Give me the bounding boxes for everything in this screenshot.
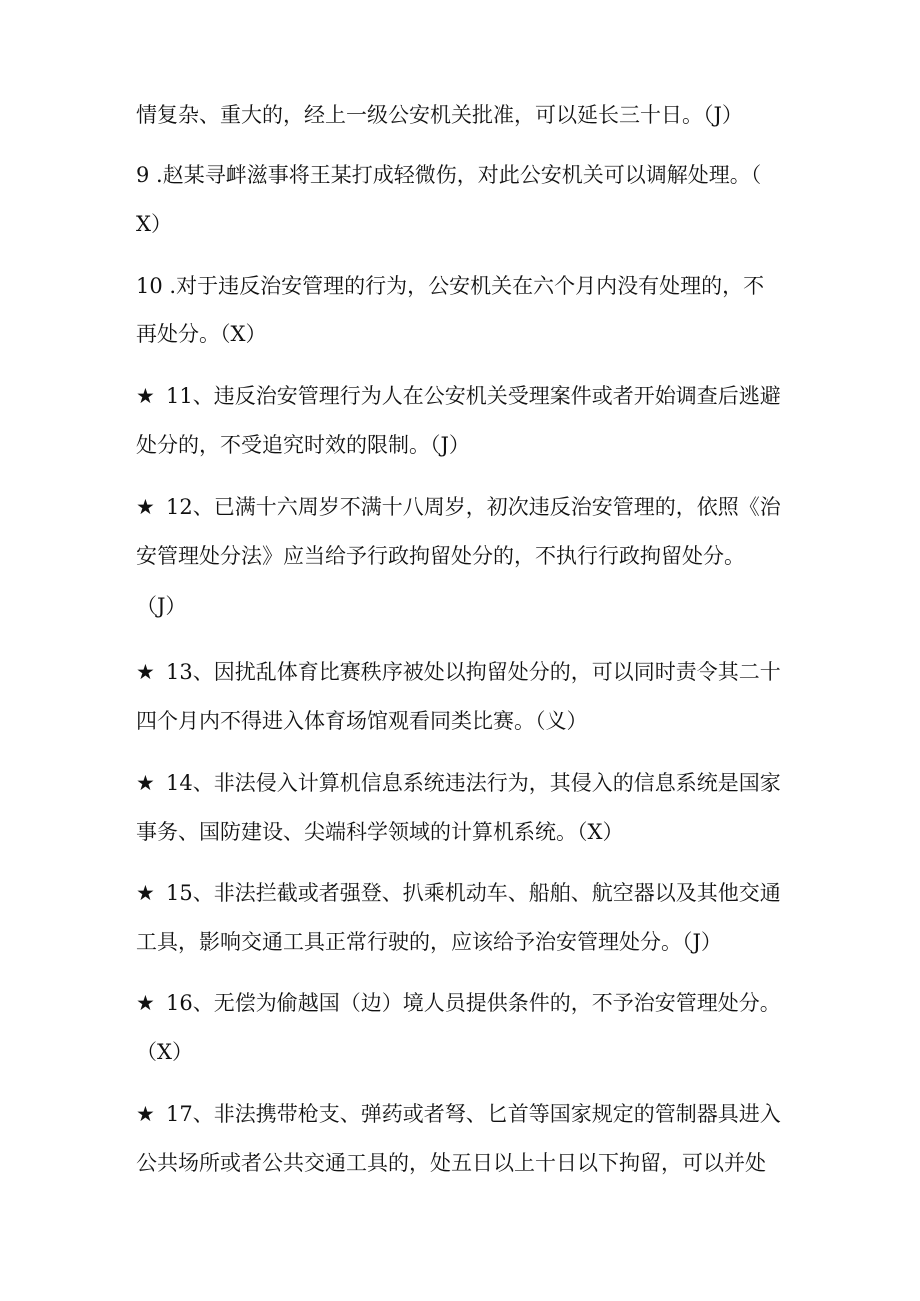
question-9-line-1: 9 .赵某寻衅滋事将王某打成轻微伤，对此公安机关可以调解处理。（: [136, 163, 762, 187]
question-16-line-1: ★ 16、无偿为偷越国（边）境人员提供条件的，不予治安管理处分。: [136, 985, 816, 1021]
question-11-line-2: 处分的，不受追究时效的限制。（J）: [136, 433, 470, 457]
question-12-line-1: ★ 12、已满十六周岁不满十八周岁，初次违反治安管理的，依照《治: [136, 489, 816, 525]
star-icon: ★: [136, 881, 155, 905]
question-10-line-1: 10 .对于违反治安管理的行为，公安机关在六个月内没有处理的，不: [136, 274, 765, 298]
question-9-line-2: X）: [136, 212, 172, 236]
star-icon: ★: [136, 1102, 155, 1126]
star-icon: ★: [136, 660, 155, 684]
star-icon: ★: [136, 384, 155, 408]
question-15-line-2: 工具，影响交通工具正常行驶的，应该给予治安管理处分。（J）: [136, 930, 722, 954]
star-icon: ★: [136, 495, 155, 519]
question-12-line-3: （J）: [136, 594, 187, 618]
question-13-line-2: 四个月内不得进入体育场馆观看同类比赛。（义）: [136, 709, 588, 733]
question-17-line-2: 公共场所或者公共交通工具的，处五日以上十日以下拘留，可以并处: [136, 1151, 766, 1175]
question-15-line-1: ★ 15、非法拦截或者强登、扒乘机动车、船舶、航空器以及其他交通: [136, 875, 816, 911]
star-icon: ★: [136, 991, 155, 1015]
text-line: 情复杂、重大的，经上一级公安机关批准，可以延长三十日。（J）: [136, 103, 743, 127]
question-13-line-1: ★ 13、因扰乱体育比赛秩序被处以拘留处分的，可以同时责令其二十: [136, 654, 816, 690]
question-11-line-1: ★ 11、违反治安管理行为人在公安机关受理案件或者开始调查后逃避: [136, 378, 816, 414]
question-12-line-2: 安管理处分法》应当给予行政拘留处分的，不执行行政拘留处分。: [136, 544, 745, 568]
question-14-line-1: ★ 14、非法侵入计算机信息系统违法行为，其侵入的信息系统是国家: [136, 765, 816, 801]
question-14-line-2: 事务、国防建设、尖端科学领域的计算机系统。（X）: [136, 820, 624, 844]
question-10-line-2: 再处分。（X）: [136, 322, 267, 346]
question-16-line-2: （X）: [136, 1040, 193, 1064]
question-17-line-1: ★ 17、非法携带枪支、弹药或者弩、匕首等国家规定的管制器具进入: [136, 1096, 816, 1132]
star-icon: ★: [136, 771, 155, 795]
